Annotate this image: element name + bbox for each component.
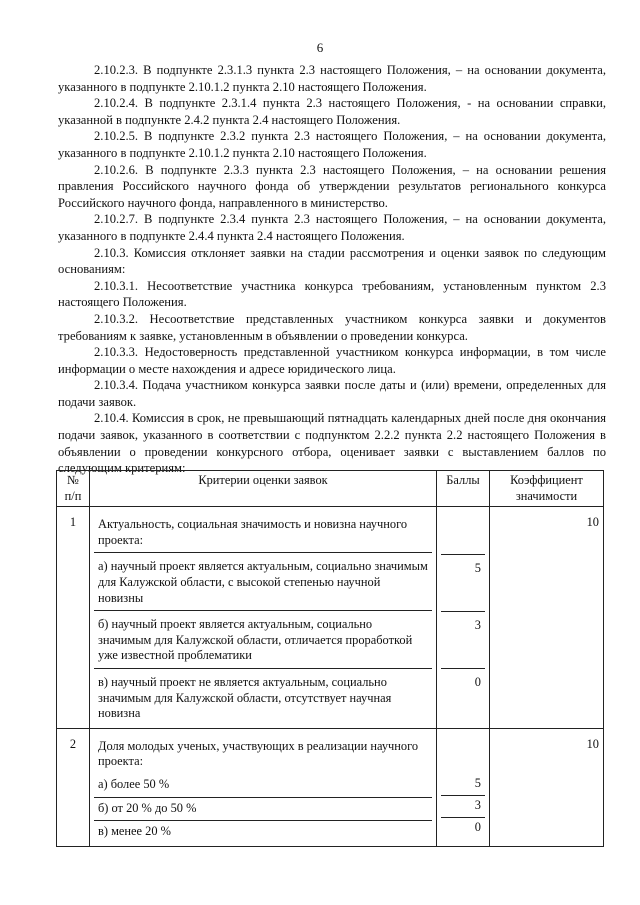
score-value: 3 <box>441 795 485 817</box>
paragraph: 2.10.2.7. В подпункте 2.3.4 пункта 2.3 настоящего Положения, – на основании документа, указанного в подпункте 2.4.4 пункта 2.4 настоящего Положения. <box>58 212 606 243</box>
header-coef: Коэффициент значимости <box>490 471 604 507</box>
page-number: 6 <box>316 40 324 55</box>
criterion-option: б) от 20 % до 50 % <box>94 797 432 821</box>
criterion-option: а) научный проект является актуальным, социально значимым для Калужской области, с высокой степенью научной новизны <box>94 552 432 610</box>
score-empty <box>441 731 485 774</box>
paragraph: 2.10.3.3. Недостоверность представленной участником конкурса информации, в том числе информации о месте нахождения и адресе юридического лица. <box>58 345 606 376</box>
criteria-table <box>56 470 604 847</box>
score-value: 0 <box>441 668 485 725</box>
paragraph: 2.10.2.4. В подпункте 2.3.1.4 пункта 2.3 настоящего Положения, - на основании справки, указанной в подпункте 2.4.2 пункта 2.4 настоящего Положения. <box>58 96 606 127</box>
header-criteria: Критерии оценки заявок <box>90 471 437 507</box>
paragraph: 2.10.4. Комиссия в срок, не превышающий пятнадцать календарных дней после дня окончания подачи заявок, указанного в соответствии с подпунктом 2.2.2 пункта 2.2 настоящего Положения в объявлении о проведении конкурсного отбора, оценивает заявки с выставлением баллов по следующим критериям: <box>58 411 606 476</box>
criterion-option: в) научный проект не является актуальным, социально значимым для Калужской области, отсутствует научная новизна <box>94 668 432 726</box>
coef-value: 10 <box>490 507 604 729</box>
table-row <box>57 728 604 846</box>
score-value: 5 <box>441 554 485 611</box>
criterion-title: Актуальность, социальная значимость и новизна научного проекта: <box>98 517 408 547</box>
score-value: 3 <box>441 611 485 668</box>
body-text <box>58 62 606 477</box>
header-num: № п/п <box>57 471 90 507</box>
paragraph: 2.10.2.6. В подпункте 2.3.3 пункта 2.3 настоящего Положения, – на основании решения правления Российского научного фонда об утверждении результатов регионального конкурса Российского научного фонда, направленного в министерство. <box>58 162 606 210</box>
score-value: 5 <box>474 775 481 790</box>
paragraph: 2.10.3.4. Подача участником конкурса заявки после даты и (или) времени, определенных для подачи заявок. <box>58 378 606 409</box>
criterion-option: в) менее 20 % <box>94 820 432 844</box>
header-score: Баллы <box>437 471 490 507</box>
paragraph: 2.10.3.1. Несоответствие участника конкурса требованиям, установленным пунктом 2.3 настоящего Положения. <box>58 278 606 310</box>
paragraph: 2.10.3. Комиссия отклоняет заявки на стадии рассмотрения и оценки заявок по следующим основаниям: <box>58 245 606 277</box>
criteria-cell <box>90 728 437 846</box>
table-row <box>57 507 604 729</box>
table-header-row <box>57 471 604 507</box>
paragraph: 2.10.3.2. Несоответствие представленных участником конкурса заявки и документов требованиям к заявке, установленным в объявлении о проведении конкурса. <box>58 311 606 343</box>
row-num: 1 <box>57 507 90 729</box>
coef-value: 10 <box>490 728 604 846</box>
criterion-title: Доля молодых ученых, участвующих в реализации научного проекта: <box>98 738 419 769</box>
score-value: 0 <box>441 817 485 839</box>
criterion-option: а) более 50 % <box>98 776 170 791</box>
paragraph: 2.10.2.3. В подпункте 2.3.1.3 пункта 2.3 настоящего Положения, – на основании документа, указанного в подпункте 2.10.1.2 пункта 2.10 настоящего Положения. <box>58 63 606 94</box>
row-num: 2 <box>57 728 90 846</box>
criteria-cell <box>90 507 437 729</box>
score-empty <box>441 509 485 554</box>
paragraph: 2.10.2.5. В подпункте 2.3.2 пункта 2.3 настоящего Положения, – на основании документа, указанного в подпункте 2.10.1.2 пункта 2.10 настоящего Положения. <box>58 129 606 160</box>
score-cell <box>437 507 490 729</box>
criterion-option: б) научный проект является актуальным, социально значимым для Калужской области, отличается проработкой уже известной проблематики <box>94 610 432 668</box>
score-cell <box>437 728 490 846</box>
